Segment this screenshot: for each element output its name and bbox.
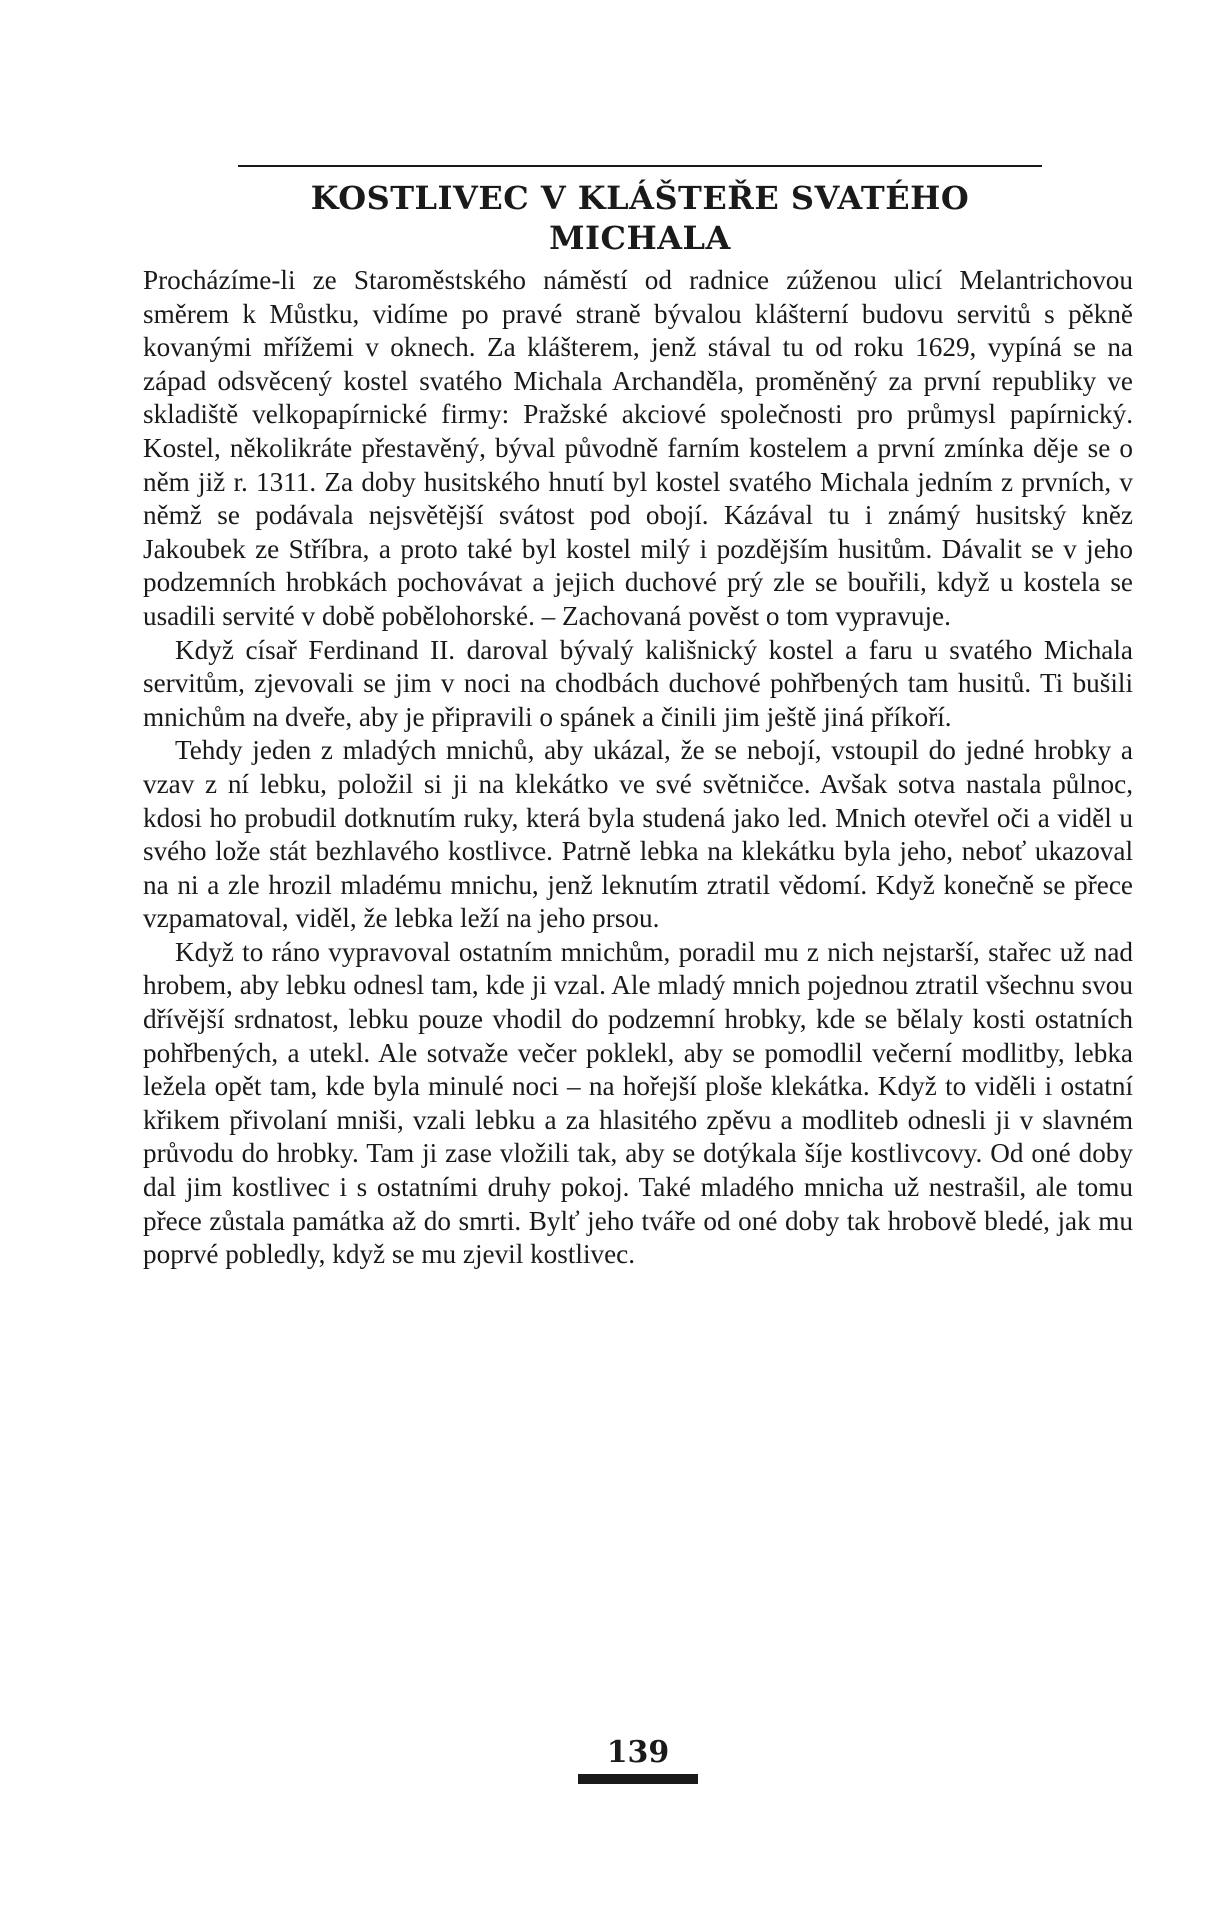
title-rule	[238, 165, 1042, 167]
paragraph-1: Procházíme-li ze Staroměstského náměstí od radnice zúženou ulicí Melantrichovou směrem k Můstku, vidíme po pravé straně bývalou klášterní budovu servitů s pěkně kovanými mřížemi v oknech. Za klášterem, jenž stával tu od roku 1629, vypíná se na západ odsvěcený kostel svatého Michala Archanděla, proměněný za první republiky ve skladiště velkopapírnické firmy: Pražské akciové společnosti pro průmysl papírnický. Kostel, několikráte přestavěný, býval původně farním kostelem a první zmínka děje se o něm již r. 1311. Za doby husitského hnutí byl kostel svatého Michala jedním z prvních, v němž se podávala nejsvětější svátost pod obojí. Kázával tu i známý husitský kněz Jakoubek ze Stříbra, a proto také byl kostel milý i pozdějším husitům. Dávalit se v jeho podzemních hrobkách pochovávat a jejich duchové prý zle se bouřili, když u kostela se usadili servité v době pobělohorské. – Zachovaná pověst o tom vypravuje.	[143, 265, 1133, 631]
paragraph-2: Když císař Ferdinand II. daroval bývalý kališnický kostel a faru u svatého Michala servitům, zjevovali se jim v noci na chodbách duchové pohřbených tam husitů. Ti bušili mnichům na dveře, aby je připravili o spánek a činili jim ještě jiná příkoří.	[143, 634, 1133, 732]
page-number-rule	[578, 1774, 698, 1784]
chapter-title: KOSTLIVEC V KLÁŠTEŘE SVATÉHO MICHALA	[310, 179, 970, 257]
page-number: 139	[606, 1735, 670, 1770]
paragraph-4: Když to ráno vypravoval ostatním mnichům, poradil mu z nich nejstarší, stařec už nad hrobem, aby lebku odnesl tam, kde ji vzal. Ale mladý mnich pojednou ztratil všechnu svou dřívější srdnatost, lebku pouze vhodil do podzemní hrobky, kde se bělaly kosti ostatních pohřbených, a utekl. Ale sotvaže večer poklekl, aby se pomodlil večerní modlitby, lebka ležela opět tam, kde byla minulé noci – na hořejší ploše klekátka. Když to viděli i ostatní křikem přivolaní mniši, vzali lebku a za hlasitého zpěvu a modliteb odnesli ji v slavném průvodu do hrobky. Tam ji zase vložili tak, aby se dotýkala šíje kostlivcovy. Od oné doby dal jim kostlivec i s ostatními druhy pokoj. Také mladého mnicha už nestrašil, ale tomu přece zůstala památka až do smrti. Bylť jeho tváře od oné doby tak hrobově bledé, jak mu poprvé pobledly, když se mu zjevil kostlivec.	[143, 936, 1133, 1270]
paragraph-3: Tehdy jeden z mladých mnichů, aby ukázal, že se nebojí, vstoupil do jedné hrobky a vzav z ní lebku, položil si ji na klekátko ve své světničce. Avšak sotva nastala půlnoc, kdosi ho probudil dotknutím ruky, která byla studená jako led. Mnich otevřel oči a viděl u svého lože stát bezhlavého kostlivce. Patrně lebka na klekátku byla jeho, neboť ukazoval na ni a zle hrozil mladému mnichu, jenž leknutím ztratil vědomí. Když konečně se přece vzpamatoval, viděl, že lebka leží na jeho prsou.	[143, 735, 1133, 934]
chapter-body	[143, 264, 1133, 1272]
